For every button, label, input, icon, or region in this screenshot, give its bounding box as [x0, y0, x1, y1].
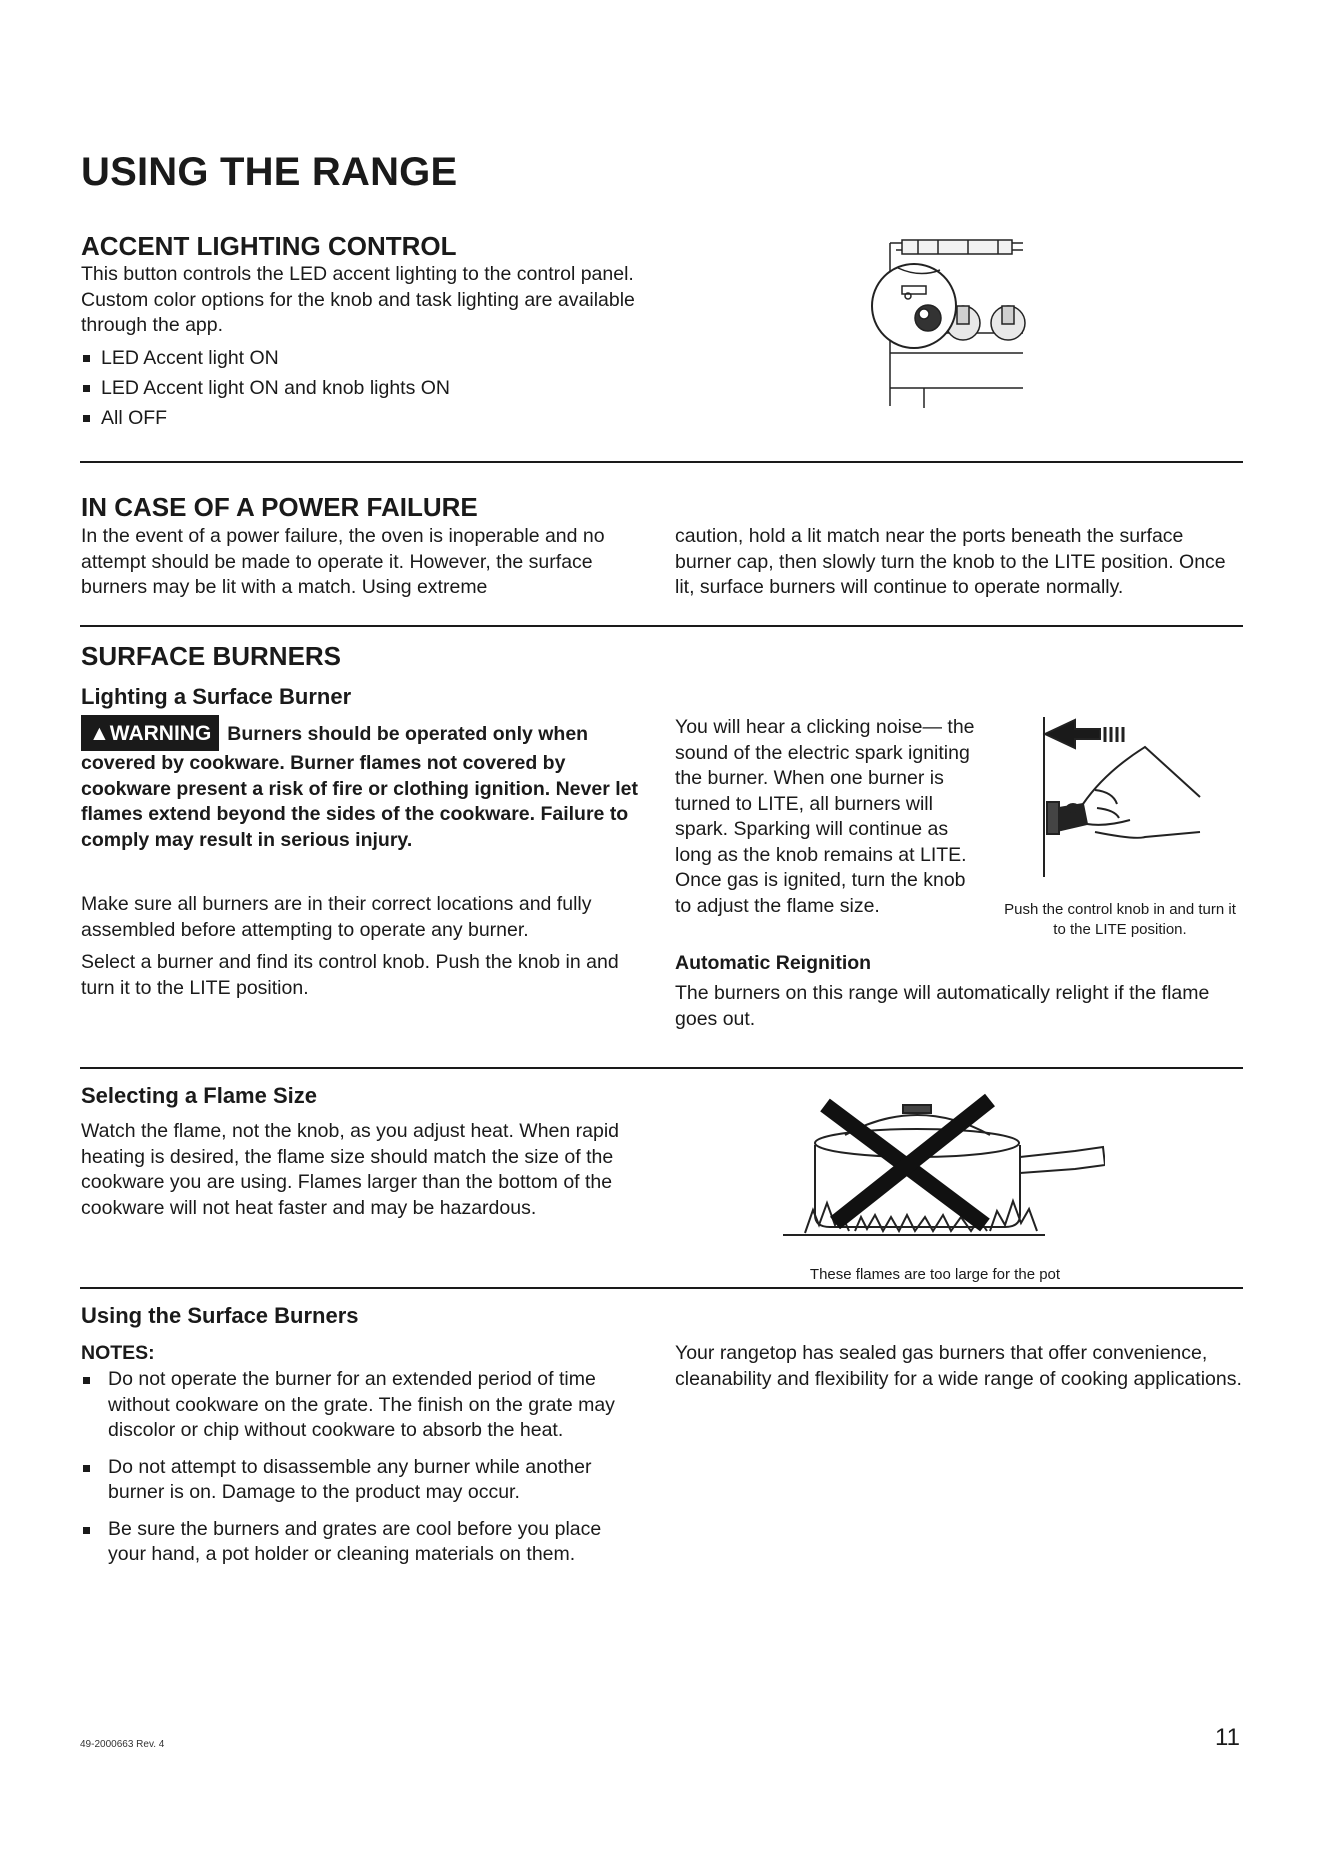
clicking-noise-text: You will hear a clicking noise— the sound of the electric spark igniting the burner. When one burner is turned to LITE, all burners will spark. Sparking will continue as long as the knob remains at LITE. Once gas is ignited, turn the knob to adjust the flame size.	[675, 716, 975, 917]
page-number: 11	[1215, 1724, 1240, 1751]
list-item: All OFF	[81, 403, 651, 433]
section-divider	[80, 625, 1243, 627]
section-divider	[80, 1067, 1243, 1069]
accent-lighting-heading: ACCENT LIGHTING CONTROL	[81, 231, 457, 261]
push-knob-illustration	[1035, 712, 1210, 882]
flame-size-heading: Selecting a Flame Size	[81, 1083, 317, 1108]
list-item: Do not operate the burner for an extended period of time without cookware on the grate. The finish on the grate may discolor or chip without cookware to absorb the heat.	[81, 1367, 641, 1444]
list-item: Be sure the burners and grates are cool before you place your hand, a pot holder or cleaning materials on them.	[81, 1517, 641, 1568]
warning-text: Burners should be operated only when covered by cookware. Burner flames not covered by cookware present a risk of fire or clothing ignition. Never let flames extend beyond the sides of the cookware. Failure to comply may result in serious injury.	[81, 723, 638, 851]
list-item: Do not attempt to disassemble any burner while another burner is on. Damage to the product may occur.	[81, 1455, 641, 1506]
warning-badge: ▲WARNING	[81, 715, 219, 751]
section-divider	[80, 461, 1243, 463]
power-failure-col1: In the event of a power failure, the oven is inoperable and no attempt should be made to operate it. However, the surface burners may be lit with a match. Using extreme	[81, 525, 605, 598]
accent-lighting-list	[81, 343, 651, 433]
oversized-flame-illustration	[775, 1085, 1105, 1245]
lighting-burner-subheading: Lighting a Surface Burner	[81, 684, 352, 709]
notes-list	[81, 1367, 641, 1579]
warning-triangle-icon: ▲	[89, 722, 110, 745]
section-divider	[80, 1287, 1243, 1289]
flame-size-body: Watch the flame, not the knob, as you adjust heat. When rapid heating is desired, the flame size should match the size of the cookware you are using. Flames larger than the bottom of the cookware will not heat faster and may be hazardous.	[81, 1120, 620, 1219]
using-burners-heading: Using the Surface Burners	[81, 1303, 359, 1328]
power-failure-col2: caution, hold a lit match near the ports beneath the surface burner cap, then slowly turn the knob to the LITE position. Once lit, surface burners will continue to operate normally.	[675, 525, 1226, 598]
list-item: LED Accent light ON	[81, 343, 651, 373]
surface-burners-heading: SURFACE BURNERS	[81, 641, 342, 671]
page-title: USING THE RANGE	[81, 150, 458, 194]
reignition-text: The burners on this range will automatically relight if the flame goes out.	[675, 982, 1210, 1030]
notes-label: NOTES:	[81, 1342, 155, 1364]
burner-para-1: Make sure all burners are in their correct locations and fully assembled before attempting to operate any burner.	[81, 893, 592, 941]
sealed-burners-text: Your rangetop has sealed gas burners that offer convenience, cleanability and flexibility for a wide range of cooking applications.	[675, 1342, 1242, 1390]
reignition-heading: Automatic Reignition	[675, 952, 872, 974]
control-panel-illustration	[858, 238, 1028, 413]
power-failure-heading: IN CASE OF A POWER FAILURE	[81, 492, 478, 522]
burner-para-2: Select a burner and find its control knob. Push the knob in and turn it to the LITE position.	[81, 951, 619, 999]
knob-caption: Push the control knob in and turn it to the LITE position.	[1004, 901, 1236, 938]
list-item: LED Accent light ON and knob lights ON	[81, 373, 651, 403]
flame-caption: These flames are too large for the pot	[809, 1266, 1061, 1283]
document-code: 49-2000663 Rev. 4	[80, 1739, 165, 1750]
accent-lighting-body: This button controls the LED accent lighting to the control panel. Custom color options for the knob and task lighting are available through the app.	[81, 263, 635, 336]
warning-block	[81, 715, 656, 853]
